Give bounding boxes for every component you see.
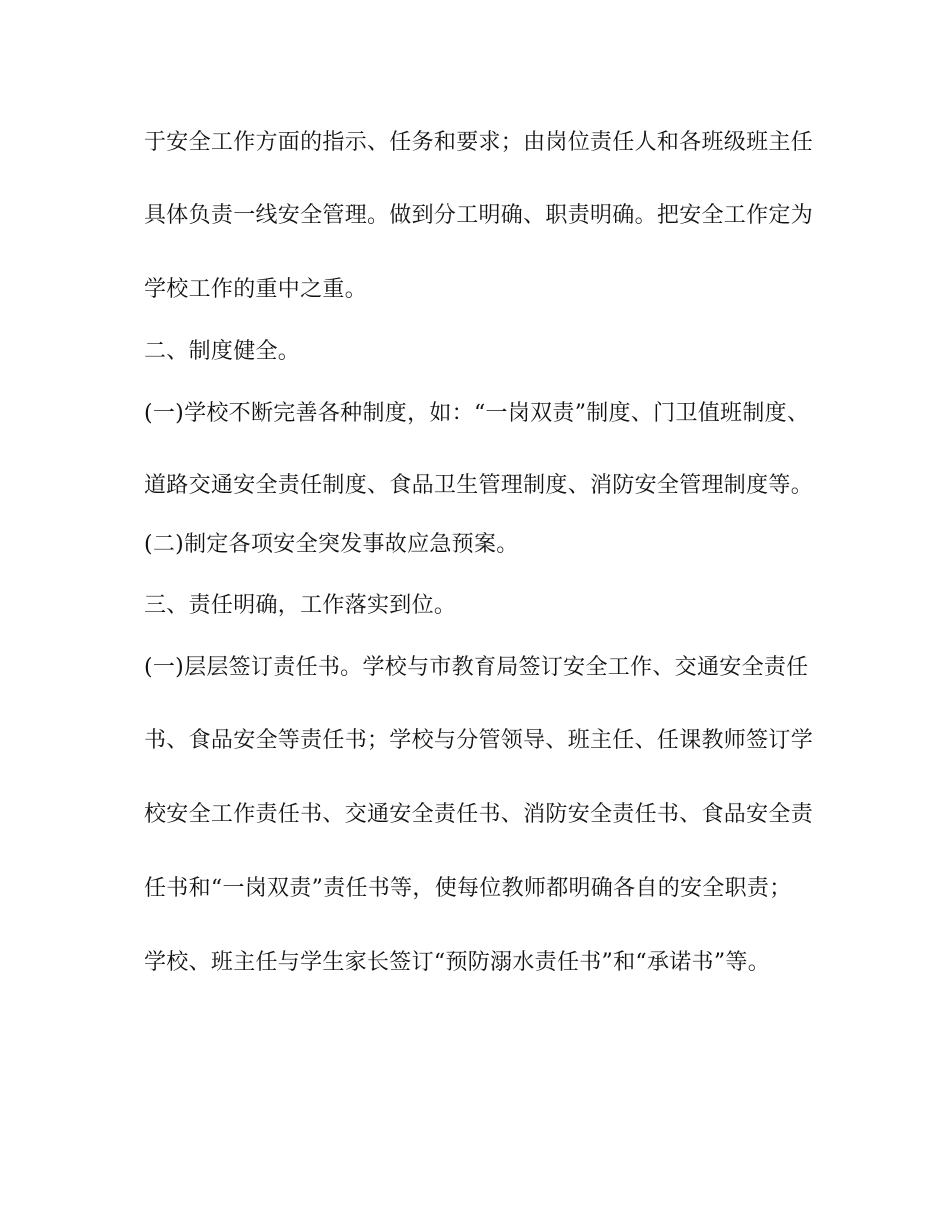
body-text-line: 校安全工作责任书、交通安全责任书、消防安全责任书、食品安全责	[144, 802, 814, 827]
body-text-line: 道路交通安全责任制度、食品卫生管理制度、消防安全管理制度等。	[144, 473, 814, 498]
body-text-line: 学校工作的重中之重。	[144, 277, 368, 302]
body-text-line: 学校、班主任与学生家长签订“预防溺水责任书”和“承诺书”等。	[144, 950, 770, 975]
body-text-line: (二)制定各项安全突发事故应急预案。	[144, 532, 519, 557]
body-text-line: 具体负责一线安全管理。做到分工明确、职责明确。把安全工作定为	[144, 203, 814, 228]
body-text-line: 任书和“一岗双责”责任书等，使每位教师都明确各自的安全职责；	[144, 876, 792, 901]
body-text-line: 于安全工作方面的指示、任务和要求；由岗位责任人和各班级班主任	[144, 130, 814, 155]
body-text-line: (一)学校不断完善各种制度，如：“一岗双责”制度、门卫值班制度、	[144, 401, 810, 426]
section-heading: 二、制度健全。	[144, 339, 301, 364]
section-heading: 三、责任明确，工作落实到位。	[144, 593, 457, 618]
body-text-line: (一)层层签订责任书。学校与市教育局签订安全工作、交通安全责任	[144, 655, 809, 680]
body-text-line: 书、食品安全等责任书；学校与分管领导、班主任、任课教师签订学	[144, 728, 814, 753]
